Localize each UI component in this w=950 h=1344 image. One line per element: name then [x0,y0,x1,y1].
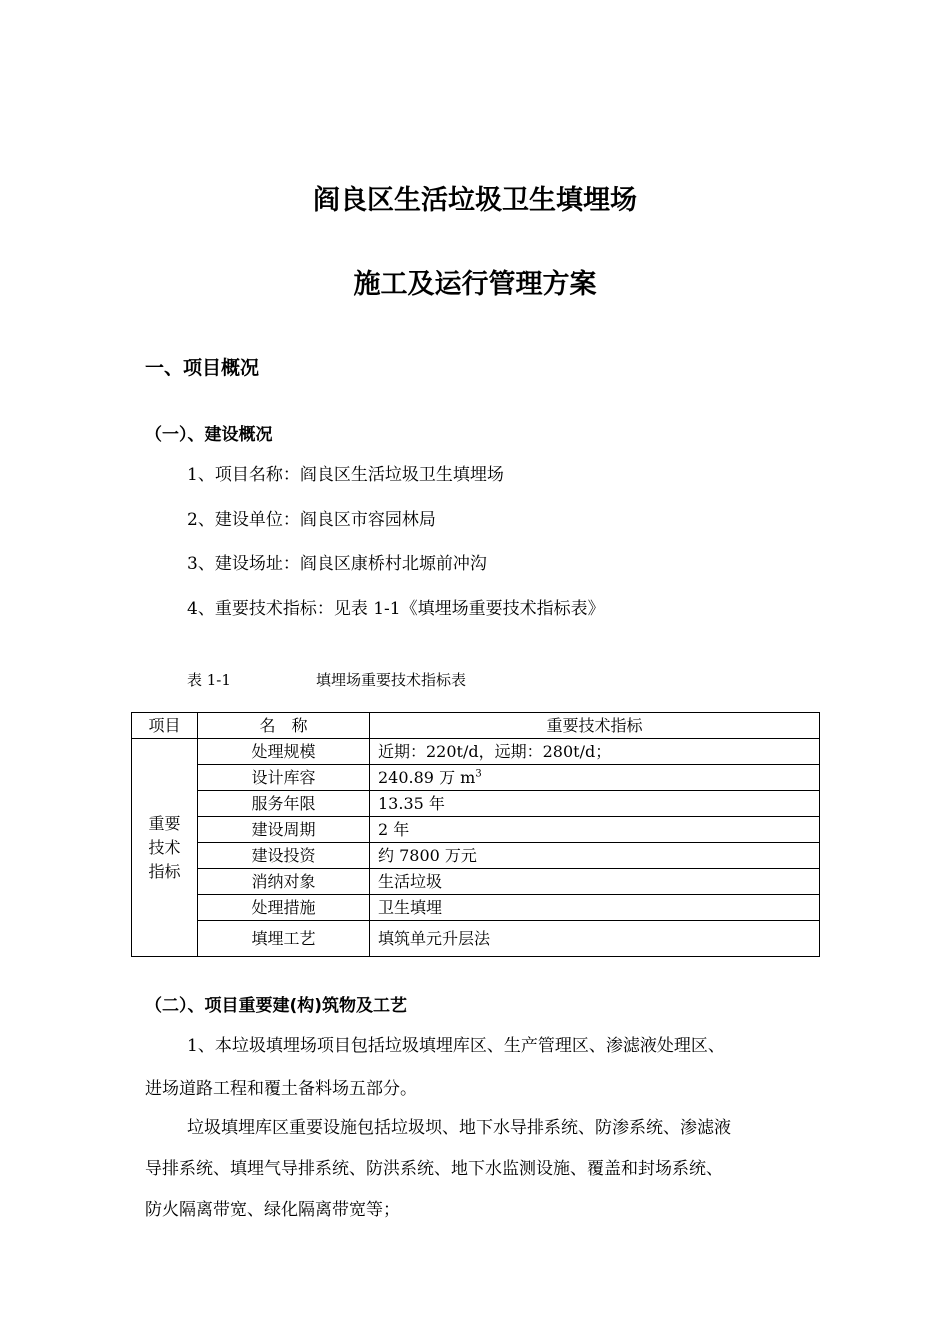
paragraph2-line2: 导排系统、填埋气导排系统、防洪系统、地下水监测设施、覆盖和封场系统、 [145,1159,723,1179]
table-caption-title: 填埋场重要技术指标表 [316,671,467,689]
overview-item-indicators: 4、重要技术指标：见表 1-1《填埋场重要技术指标表》 [187,599,605,619]
row-name: 处理措施 [198,895,370,921]
table-row [132,869,820,895]
category-line: 重要 [148,813,181,833]
category-cell [132,739,198,957]
row-value: 填筑单元升层法 [370,921,820,957]
subsection-heading-construction: （一）、建设概况 [145,425,273,445]
category-line: 技术 [148,837,181,857]
row-value-superscript: 3 [475,768,482,780]
row-name: 建设投资 [198,843,370,869]
table-row [132,791,820,817]
row-value-text: 240.89 万 m [378,767,476,787]
paragraph1-line2: 进场道路工程和覆土备料场五部分。 [145,1079,417,1099]
table-caption-number: 表 1-1 [187,671,231,689]
row-value: 13.35 年 [370,791,820,817]
row-value: 卫生填埋 [370,895,820,921]
row-name: 填埋工艺 [198,921,370,957]
row-value: 生活垃圾 [370,869,820,895]
header-name: 名 称 [198,713,370,739]
row-value: 约 7800 万元 [370,843,820,869]
overview-item-project-name: 1、项目名称：阎良区生活垃圾卫生填埋场 [187,465,504,485]
row-value: 2 年 [370,817,820,843]
table-row [132,843,820,869]
paragraph2-line1: 垃圾填埋库区重要设施包括垃圾坝、地下水导排系统、防渗系统、渗滤液 [187,1118,731,1138]
technical-indicators-table [131,712,820,957]
row-name: 设计库容 [198,765,370,791]
section-heading-overview: 一、项目概况 [145,357,260,379]
row-name: 建设周期 [198,817,370,843]
table-row [132,765,820,791]
table-row [132,921,820,957]
row-name: 处理规模 [198,739,370,765]
header-item: 项目 [132,713,198,739]
table-row [132,739,820,765]
table-row [132,817,820,843]
document-title-line1: 阎良区生活垃圾卫生填埋场 [313,185,637,216]
table-header-row [132,713,820,739]
subsection-heading-structures: （二）、项目重要建(构)筑物及工艺 [145,996,408,1016]
overview-item-site: 3、建设场址：阎良区康桥村北塬前冲沟 [187,554,487,574]
paragraph2-line3: 防火隔离带宽、绿化隔离带宽等； [145,1200,400,1220]
document-title-line2: 施工及运行管理方案 [353,269,597,300]
row-value: 近期：220t/d，远期：280t/d； [370,739,820,765]
overview-item-builder: 2、建设单位：阎良区市容园林局 [187,510,436,530]
header-indicator: 重要技术指标 [370,713,820,739]
category-line: 指标 [148,861,181,881]
row-value [370,765,820,791]
paragraph1-line1: 1、本垃圾填埋场项目包括垃圾填埋库区、生产管理区、渗滤液处理区、 [187,1036,725,1056]
row-name: 服务年限 [198,791,370,817]
row-name: 消纳对象 [198,869,370,895]
table-row [132,895,820,921]
